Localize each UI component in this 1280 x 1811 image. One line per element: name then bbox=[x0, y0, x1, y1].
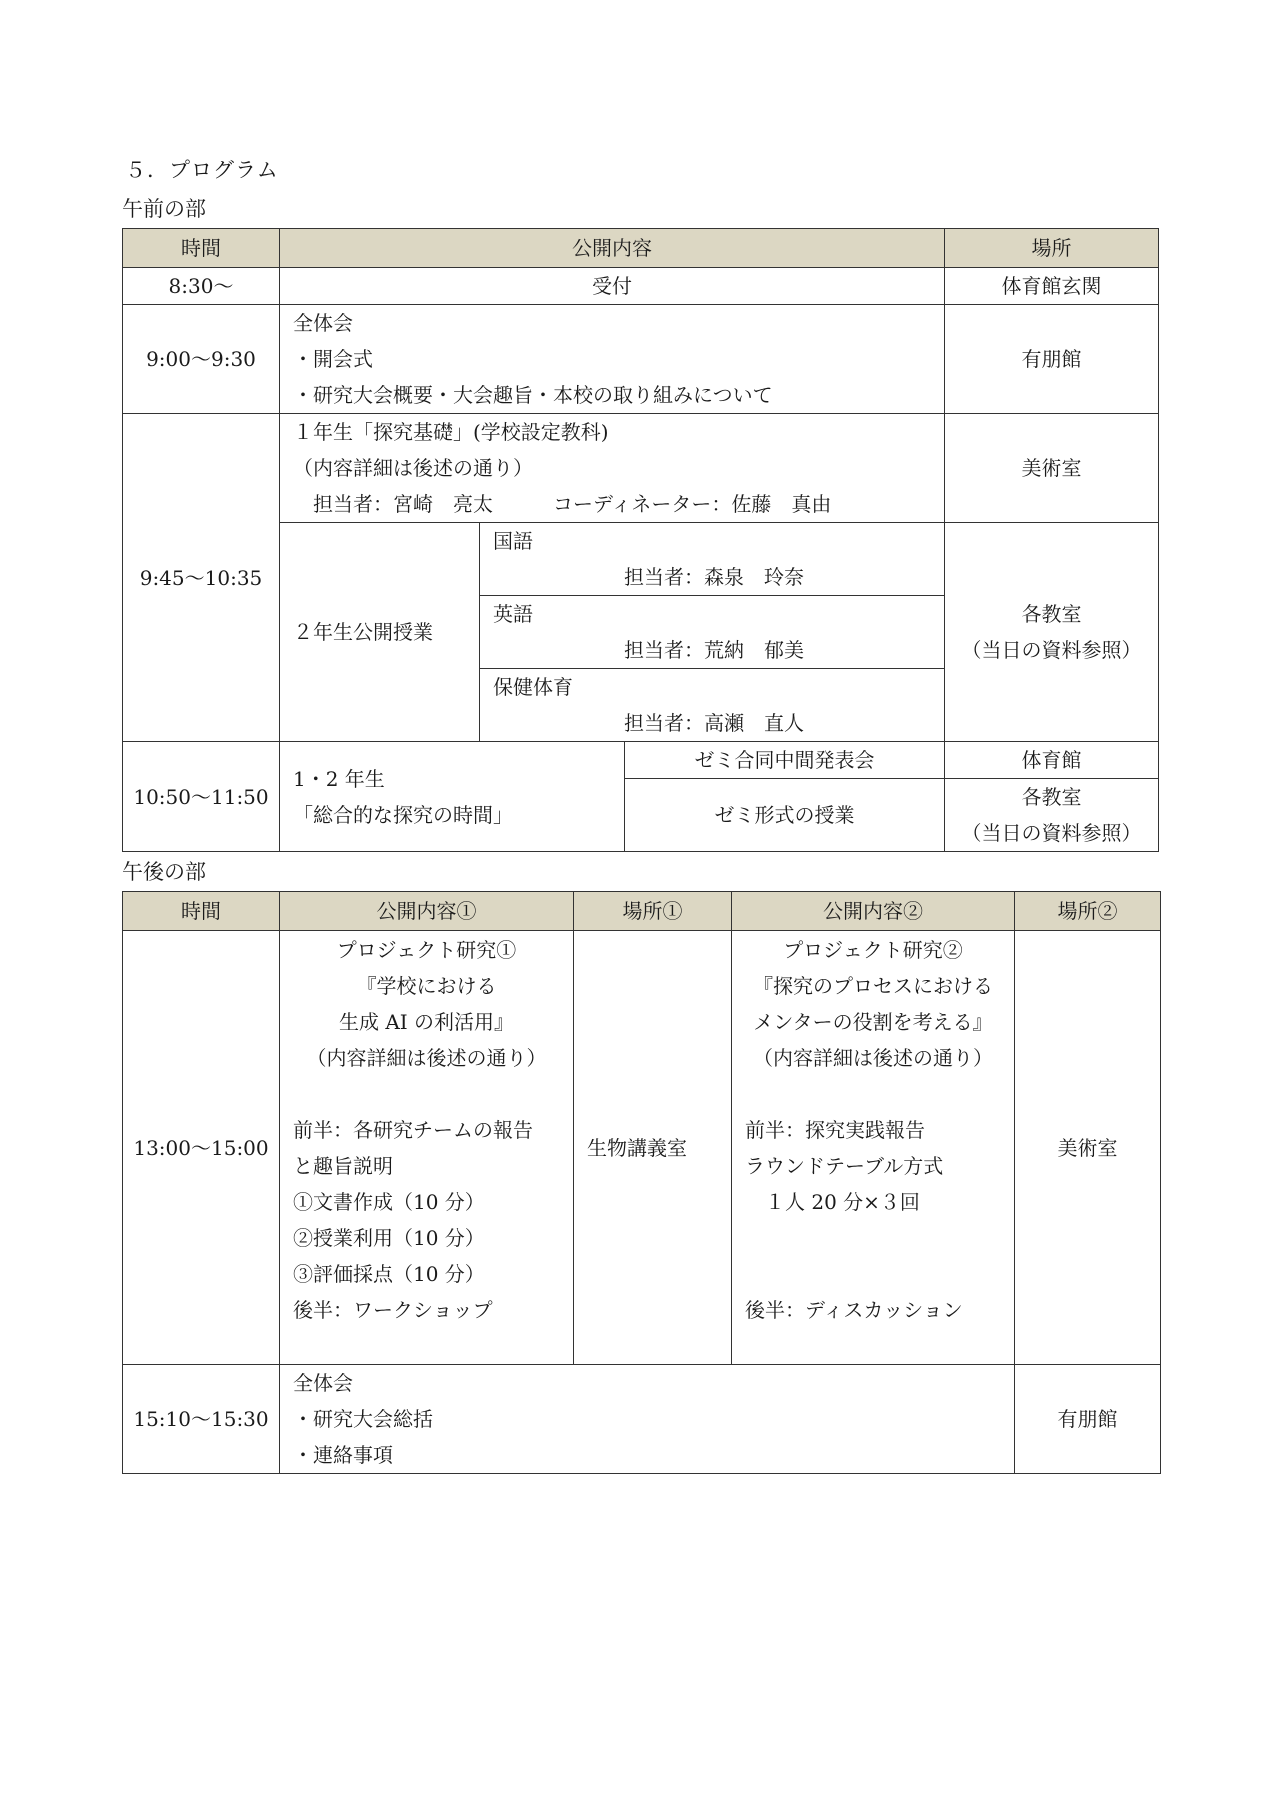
afternoon-title: 午後の部 bbox=[122, 860, 206, 884]
subject-teacher: 担当者：高瀬 直人 bbox=[624, 711, 804, 735]
reception-time: 8:30〜 bbox=[123, 268, 280, 305]
project2-title-line: プロジェクト研究② bbox=[783, 938, 963, 962]
closing-time: 15:10〜15:30 bbox=[123, 1365, 280, 1474]
section-title: ５．プログラム bbox=[125, 158, 279, 182]
header-content: 公開内容 bbox=[280, 229, 945, 268]
project1-title-line: 生成 AI の利活用』 bbox=[338, 1010, 515, 1034]
morning-title: 午前の部 bbox=[122, 197, 206, 221]
spacer bbox=[745, 1076, 1014, 1112]
subject-teacher: 担当者：森泉 玲奈 bbox=[624, 565, 804, 589]
subject-name: 英語 bbox=[493, 602, 533, 626]
morning-schedule-table bbox=[122, 228, 1159, 852]
reception-place: 体育館玄関 bbox=[945, 268, 1159, 305]
table-row bbox=[123, 742, 1159, 779]
plenary-place: 有朋館 bbox=[945, 305, 1159, 414]
seminar-presentation: ゼミ合同中間発表会 bbox=[625, 742, 945, 779]
project1-title-line: 『学校における bbox=[356, 974, 497, 998]
session-place1: 生物講義室 bbox=[574, 931, 732, 1365]
first-year-place: 美術室 bbox=[945, 414, 1159, 523]
label-line: 1・2 年生 bbox=[293, 766, 385, 791]
header-time: 時間 bbox=[123, 229, 280, 268]
spacer bbox=[745, 1220, 1014, 1292]
plenary-time: 9:00〜9:30 bbox=[123, 305, 280, 414]
header-time: 時間 bbox=[123, 892, 280, 931]
project2-title-line: （内容詳細は後述の通り） bbox=[753, 1046, 993, 1070]
project1-detail-line: 前半：各研究チームの報告 bbox=[293, 1118, 533, 1142]
first-year-line: １年生「探究基礎」(学校設定教科) bbox=[293, 420, 609, 444]
project2-detail-line: 前半：探究実践報告 bbox=[745, 1118, 925, 1142]
seminar-presentation-place: 体育館 bbox=[945, 742, 1159, 779]
first-year-content bbox=[280, 414, 945, 523]
subject-teacher: 担当者：荒納 郁美 bbox=[624, 638, 804, 662]
seminar-class-place bbox=[945, 779, 1159, 852]
block1050-label bbox=[280, 742, 625, 852]
project1-cell bbox=[280, 931, 574, 1365]
first-year-line: （内容詳細は後述の通り） bbox=[293, 456, 533, 480]
project2-cell bbox=[732, 931, 1015, 1365]
header-content1: 公開内容① bbox=[280, 892, 574, 931]
place-line: 各教室 bbox=[1021, 785, 1082, 809]
closing-line: ・研究大会総括 bbox=[293, 1407, 433, 1431]
subject-name: 保健体育 bbox=[493, 675, 573, 699]
project1-detail-line: ③評価採点（10 分） bbox=[293, 1262, 485, 1286]
table-row bbox=[123, 268, 1159, 305]
closing-line: 全体会 bbox=[293, 1371, 353, 1395]
project2-title-line: メンターの役割を考える』 bbox=[753, 1010, 993, 1034]
block1050-time: 10:50〜11:50 bbox=[123, 742, 280, 852]
closing-place: 有朋館 bbox=[1015, 1365, 1161, 1474]
table-header-row bbox=[123, 892, 1161, 931]
project1-title-line: プロジェクト研究① bbox=[336, 938, 517, 962]
place-line: （当日の資料参照） bbox=[961, 821, 1142, 845]
header-place1: 場所① bbox=[574, 892, 732, 931]
table-row bbox=[123, 305, 1159, 414]
closing-line: ・連絡事項 bbox=[293, 1443, 393, 1467]
project1-detail-line: と趣旨説明 bbox=[293, 1154, 393, 1178]
afternoon-schedule-table bbox=[122, 891, 1161, 1474]
table-row bbox=[123, 414, 1159, 523]
block945-time: 9:45〜10:35 bbox=[123, 414, 280, 742]
session-place2: 美術室 bbox=[1015, 931, 1161, 1365]
plenary-line: ・研究大会概要・大会趣旨・本校の取り組みについて bbox=[293, 383, 773, 407]
project2-last-line: 後半：ディスカッション bbox=[745, 1298, 963, 1322]
project2-detail-line: １人 20 分×３回 bbox=[765, 1190, 920, 1214]
place-line: 各教室 bbox=[1021, 602, 1082, 626]
project1-title-line: （内容詳細は後述の通り） bbox=[306, 1046, 547, 1070]
first-year-line: 担当者：宮崎 亮太 コーディネーター：佐藤 真由 bbox=[313, 492, 832, 516]
seminar-class: ゼミ形式の授業 bbox=[625, 779, 945, 852]
header-place: 場所 bbox=[945, 229, 1159, 268]
plenary-line: ・開会式 bbox=[293, 347, 373, 371]
table-row bbox=[123, 1365, 1161, 1474]
plenary-line: 全体会 bbox=[293, 311, 353, 335]
second-year-place bbox=[945, 523, 1159, 742]
header-place2: 場所② bbox=[1015, 892, 1161, 931]
project2-detail-line: ラウンドテーブル方式 bbox=[745, 1154, 944, 1178]
label-line: 「総合的な探究の時間」 bbox=[293, 802, 513, 827]
subject-cell bbox=[480, 669, 945, 742]
project2-title-line: 『探究のプロセスにおける bbox=[753, 974, 993, 998]
session-time: 13:00〜15:00 bbox=[123, 931, 280, 1365]
subject-name: 国語 bbox=[493, 529, 533, 553]
header-content2: 公開内容② bbox=[732, 892, 1015, 931]
closing-content bbox=[280, 1365, 1015, 1474]
second-year-label: ２年生公開授業 bbox=[280, 523, 480, 742]
table-row bbox=[123, 931, 1161, 1365]
project1-detail-line: 後半：ワークショップ bbox=[293, 1298, 493, 1322]
project1-detail-line: ②授業利用（10 分） bbox=[293, 1226, 485, 1250]
project1-detail-line: ①文書作成（10 分） bbox=[293, 1190, 485, 1214]
reception-content: 受付 bbox=[280, 268, 945, 305]
subject-cell bbox=[480, 523, 945, 596]
table-header-row bbox=[123, 229, 1159, 268]
subject-cell bbox=[480, 596, 945, 669]
place-line: （当日の資料参照） bbox=[961, 638, 1142, 662]
spacer bbox=[293, 1076, 573, 1112]
plenary-content bbox=[280, 305, 945, 414]
